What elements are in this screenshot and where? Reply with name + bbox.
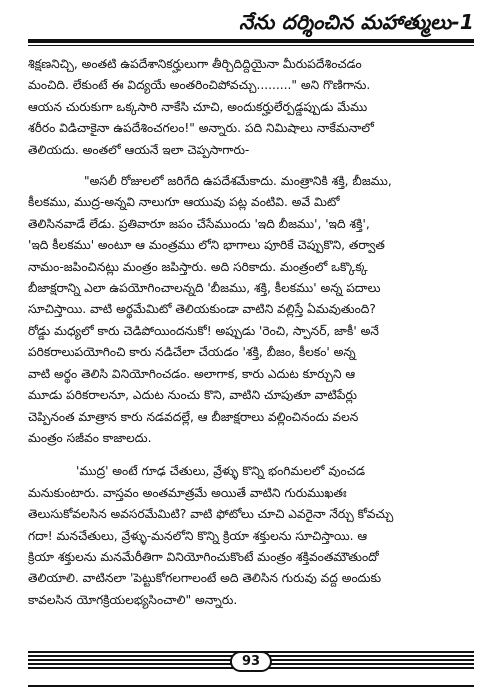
text-line: మంచిది. లేకుంటే ఈ విద్యయే అంతరించిపోవచ్చు........." అని గొణిగాను. (28, 78, 371, 93)
running-header-title: నేను దర్శించిన మహాత్ములు-1 (239, 10, 474, 34)
text-line: బీజాక్షరాన్ని ఎలా ఉపయోగించాలన్నది 'బీజము, శక్తి, కీలకము' అన్న పదాలు (28, 281, 381, 296)
text-line: మనుకుంటారు. వాస్తవం అంతమాత్రమే అయితే వాటిని గురుముఖతః (28, 485, 347, 500)
text-line: ఆయన చురుకుగా ఒక్కసారి నాకేసి చూచి, అందుకర్హులేర్పడ్డప్పుడు మేము (28, 99, 368, 114)
text-line: తెలుసుకోవలసిన అవసరమేమిటి? వాటి ఫోటోలు చూచి ఎవరైనా నేర్చు కోవచ్చు (28, 507, 394, 522)
header-rule-thin (28, 45, 474, 46)
text-line: తెలియదు. అంతలో ఆయనే ఇలా చెప్పసాగారు- (28, 142, 250, 157)
text-line: చెప్పినంత మాత్రాన కారు నడవదల్లే, ఆ బీజాక్షరాలు వల్లించినందు వలన (28, 409, 359, 424)
text-line: తెలిసినవాడే లేడు. ప్రతివారూ జపం చేసేముందు 'ఇది బీజము', 'ఇది శక్తి', (28, 216, 370, 231)
text-line: వాటి అర్థం తెలిసి వినియోగించడం. అలాగాక, కారు ఎదుట కూర్చుని ఆ (28, 366, 356, 381)
text-line: రోడ్డు మధ్యలో కారు చెడిపోయిందనుకో! అప్పుడు 'రెంచి, స్పానర్, జాకీ' అనే (28, 323, 379, 338)
text-line: పరికరాలుపయోగించి కారు నడిచేలా చేయడం 'శక్తి, బీజం, కీలకం' అన్న (28, 345, 356, 360)
text-line: గదా! మనచేతులు, వ్రేళ్ళు-మనలోని కొన్ని క్రియా శక్తులను సూచిస్తాయి. ఆ (28, 528, 368, 543)
page-body (28, 54, 476, 611)
text-line: మూడు పరికరాలనూ, ఎదుట నుంచు కొని, వాటిని చూపుతూ వాటిపేర్లు (28, 388, 357, 403)
page-number: 93 (230, 651, 272, 672)
text-line: తెలియాలి. వాటినలా 'పెట్టుకోగలగాలంటే అది తెలిసిన గురువు వద్ద అందుకు (28, 571, 382, 586)
header-rule-thick (28, 39, 474, 43)
text-line: క్రియా శక్తులను మనమేరీతిగా వినియోగించుకొంటే మంత్రం శక్తివంతమౌతుందో (28, 549, 379, 564)
text-line: 'ఇది కీలకము' అంటూ ఆ మంత్రము లోని భాగాలు పూరికే చెప్పుకొని, తర్వాత (28, 238, 385, 253)
text-line: శరీరం విడిచాకైనా ఉపదేశించగలం!" అన్నారు. పది నిమిషాలు నాకేమనాలో (28, 121, 374, 136)
text-line: సూచిస్తాయి. వాటి అర్థమేమిటో తెలియకుండా వాటిని వల్లిస్తే ఏమవుతుంది? (28, 302, 376, 317)
text-line: "అసలీ రోజులలో జరిగేది ఉపదేశమేకాదు. మంత్రానికి శక్తి, బీజము, (84, 174, 392, 189)
paragraph-1 (28, 54, 476, 161)
footer-bottom-rule (28, 685, 474, 687)
page-header (28, 10, 474, 50)
paragraph-2 (28, 171, 476, 449)
text-line: నామం-జపించినట్లు మంత్రం జపిస్తారు. అది సరికాదు. మంత్రంలో ఒక్కొక్క (28, 259, 368, 274)
text-line: 'ముద్ర' అంటే గూఢ చేతులు, వ్రేళ్ళు కొన్ని భంగిమలలో వుంచడ (76, 464, 365, 479)
text-line: మంత్రం సజీవం కాజాలదు. (28, 430, 152, 445)
page-footer (28, 649, 474, 691)
text-line: శిక్షణనిచ్చి, అంతటి ఉపదేశానికర్హులుగా తీర్చిదిద్దియైనా మీరుపదేశించడం (28, 57, 362, 71)
paragraph-3 (28, 461, 476, 611)
text-line: కీలకము, ముద్ర-అన్నవి నాలుగూ ఆయువు పట్ల వంటివి. అవే మిటో (28, 195, 340, 210)
text-line: కావలసిన యోగక్రియలభ్యసించాలి" అన్నారు. (28, 592, 238, 607)
